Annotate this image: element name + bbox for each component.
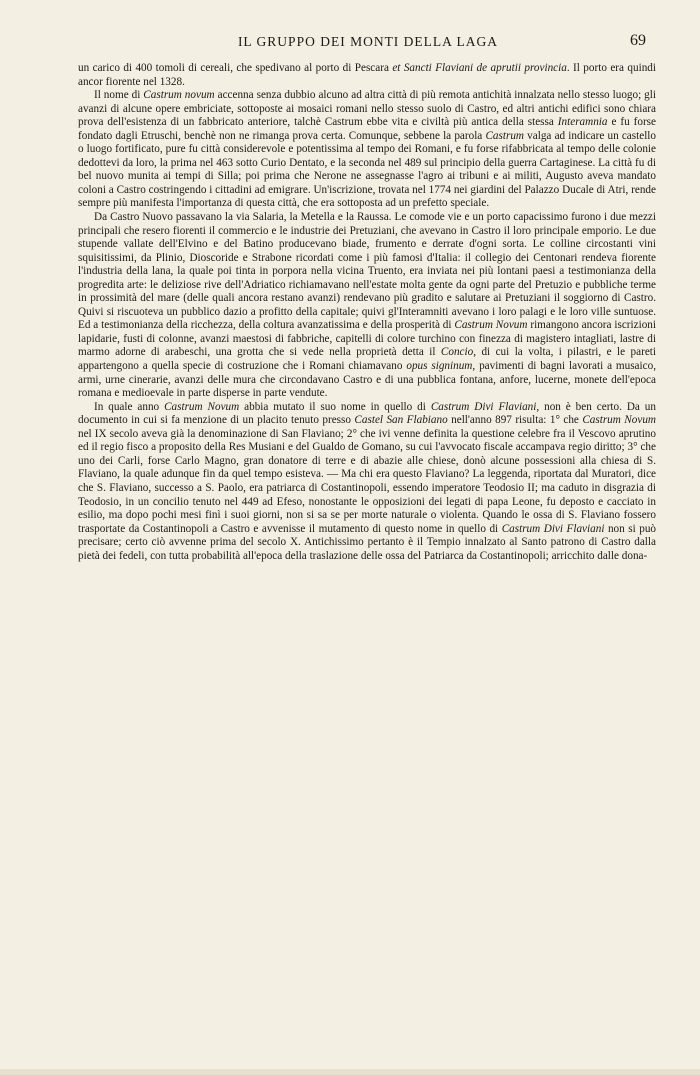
text-run: accenna senza dubbio alcuno ad altra città di più remota antichità innalzata nello stesso luogo; gli avanzi di alcune opere embriciate, sottoposte ai mosaici romani nello stesso suolo di Castro, ed altri antichi edifici sono chiara prova dell'esistenza di un fabbricato anteriore, talchè Castrum ebbe vita e civiltà più antica della stessa bbox=[78, 89, 656, 129]
italic-term: Castrum Divi Flaviani bbox=[430, 400, 537, 413]
italic-term: Concio bbox=[440, 346, 474, 359]
text-run: e fu forse fondato dagli Etruschi, benchè non ne rimanga prova certa. Comunque, sebbene la parola bbox=[78, 116, 656, 142]
italic-term: Castrum Novum bbox=[164, 400, 240, 413]
paragraph bbox=[78, 89, 656, 211]
text-run: Da Castro Nuovo passavano la via Salaria, la Metella e la Raussa. Le comode vie e un porto capacissimo furono i due mezzi principali che resero fiorenti il commercio e le industrie dei Pretuziani, che avevano in Castro il loro principale emporio. Le due stupende vallate dell'Elvino e del Batino producevano biade, frumento e derrate d'ogni sorta. Le colline circostanti vini squisitissimi, da Plinio, Dioscoride e Strabone ricordati come i più famosi d'Italia: il collegio dei Centonari rendeva fiorente l'industria della lana, la quale poi tinta in porpora nella vicina Truento, era inviata nei più lontani paesi a testimonianza della progredita arte: le deliziose rive dell'Adriatico richiamavano nell'estate molta gente da ogni parte del Pretuzio e pubbliche terme in prossimità del mare (delle quali ancora restano avanzi) rendevano più gradito e salutare ai Pretuziani il soggiorno di Castro. Quivi si riscuoteva un pubblico dazio a profitto della capitale; quivi gl'Interamniti avevano i loro palagi e le loro ville suntuose. Ed a testimonianza della ricchezza, della coltura avanzatissima e della prosperità di bbox=[78, 211, 656, 332]
italic-term: Castrum Novum bbox=[582, 414, 656, 427]
italic-term: Castrum Novum bbox=[454, 319, 528, 332]
text-run: un carico di 400 tomoli di cereali, che spedivano al porto di Pescara bbox=[78, 62, 393, 74]
text-run: non si può precisare; certo ciò avvenne prima del secolo X. Antichissimo pertanto è il Tempio innalzato al Santo patrono di Castro dalla pietà dei fedeli, con tutta probabilità all'epoca della traslazione delle ossa del Patriarca da Costantinopoli; arricchito dalle dona- bbox=[78, 522, 657, 562]
running-header bbox=[86, 34, 650, 54]
paragraph bbox=[78, 211, 656, 401]
text-run: nell'anno 897 risulta: 1° che bbox=[447, 414, 583, 427]
italic-term: Castrum Divi Flaviani bbox=[501, 522, 605, 535]
page-number: 69 bbox=[630, 32, 646, 49]
italic-term: Castel San Flabiano bbox=[354, 414, 448, 427]
text-run: , pavimenti di bagni lavorati a musaico, armi, urne cinerarie, avanzi delle mura che circondavano Castro e di una pubblica fontana, anfore, lucerne, monete dell'epoca romana e medioevale in parte disperse in parte vendute. bbox=[78, 360, 656, 400]
italic-term: Castrum novum bbox=[143, 89, 215, 102]
text-run: valga ad indicare un castello o luogo fortificato, pure fu città considerevole e potentissima al tempo dei Romani, e fu forse rifabbricata al tempo delle colonie dedottevi da loro, la prima nel 463 sotto Curio Dentato, e la seconda nel 489 sul principio della guerra Cartaginese. La città fu di bel nuovo munita ai tempi di Silla; poi prima che Nerone ne assegnasse l'agro ai tribuni e ai militi, Augusto aveva mandato coloni a Castro costringendo i cittadini ad emigrare. Un'iscrizione, trovata nel 1774 nei giardini del Palazzo Ducale di Atri, rende sempre più manifesta l'importanza di questa città, che era sottoposta ad un prefetto speciale. bbox=[78, 129, 657, 210]
body-text bbox=[78, 62, 656, 563]
text-run: rimangono ancora iscrizioni lapidarie, fusti di colonne, avanzi maestosi di fabbriche, capitelli di colore turchino con finezza di magistero intagliati, lastre di marmo adorne di arabeschi, una grotta che si vede nella proprietà detta il bbox=[78, 319, 656, 359]
text-run: , di cui la volta, i pilastri, e le pareti appartengono a quella specie di costruzione che i Romani chiamavano bbox=[78, 346, 657, 373]
paragraph bbox=[78, 62, 656, 89]
text-run: , non è ben certo. Da un documento in cui si fa menzione di un placito tenuto presso bbox=[78, 400, 656, 427]
italic-term: opus signinum bbox=[406, 360, 473, 373]
chapter-title: IL GRUPPO DEI MONTI DELLA LAGA bbox=[237, 34, 499, 49]
text-run: . Il porto era quindi ancor fiorente nel 1328. bbox=[78, 62, 656, 88]
italic-term: Interamnia bbox=[557, 116, 608, 129]
italic-term: et Sancti Flaviani de aprutii provincia bbox=[392, 62, 567, 74]
text-run: In quale anno bbox=[94, 400, 165, 413]
text-run: nel IX secolo aveva già la denominazione di San Flaviano; 2° che ivi venne definita la questione celebre fra il Vescovo aprutino ed il regio fisco a proposito della Res Musiani e del Gualdo de Gomano, su cui l'avvocato fiscale accampava regio diritto; 3° che uno dei Carli, forse Carlo Magno, gran donatore di terre e di abazie alle chiese, donò alcune possessioni alla chiesa di S. Flaviano, la quale adunque fin da quel tempo esisteva. — Ma chi era questo Flaviano? La leggenda, riportata dal Muratori, dice che S. Flaviano, successo a S. Paolo, era patriarca di Costantinopoli, essendo imperatore Teodosio II; ma caduto in disgrazia di Teodosio, in un concilio tenuto nel 449 ad Efeso, nonostante le opposizioni dei legati di papa Leone, fu deposto e cacciato in esilio, ma dopo pochi mesi finì i suoi giorni, non si sa se per morte naturale o violenta. Quando le ossa di S. Flaviano fossero trasportate da Costantinopoli a Castro e avvenisse il mutamento di questo nome in quello di bbox=[78, 427, 656, 535]
italic-term: Castrum bbox=[485, 129, 524, 142]
text-run: Il nome di bbox=[94, 89, 144, 102]
text-run: abbia mutato il suo nome in quello di bbox=[239, 400, 431, 413]
paragraph bbox=[78, 401, 656, 564]
page-bottom-edge bbox=[0, 1069, 700, 1075]
